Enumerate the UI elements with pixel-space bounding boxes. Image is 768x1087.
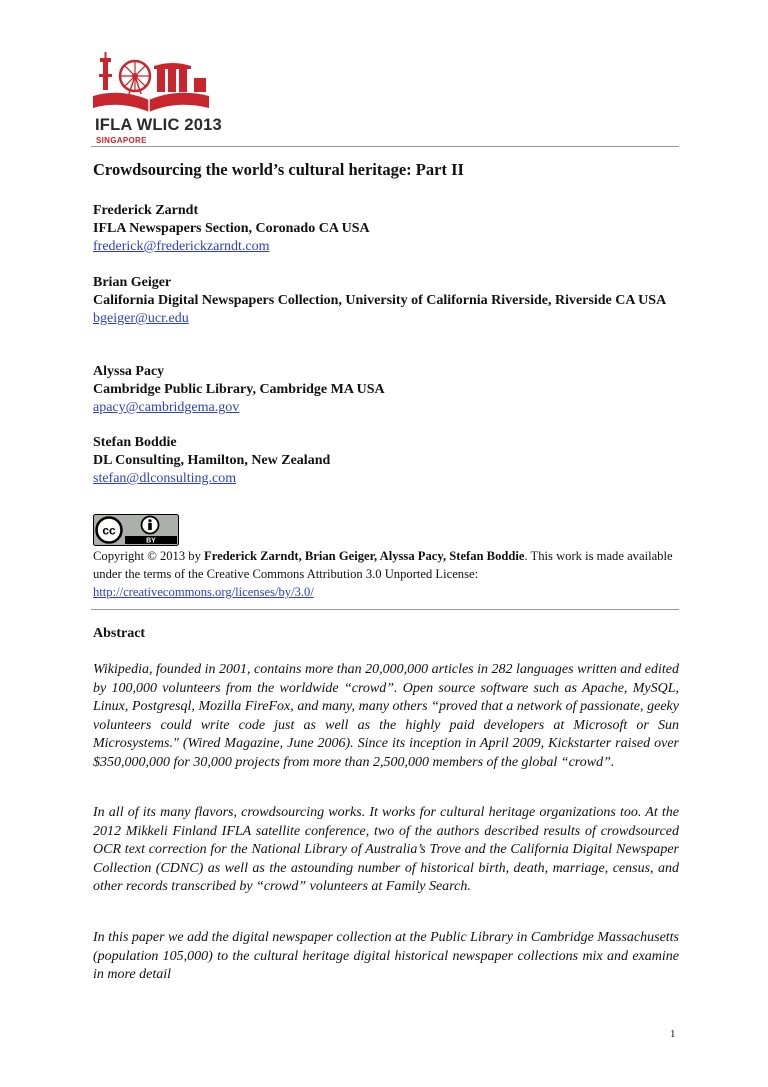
copyright-suffix: . This work is made available under the terms of the Creative Commons Attribution 3.0 Unported License: [93, 549, 673, 581]
singapore-skyline-icon [91, 52, 221, 118]
conference-city: SINGAPORE [96, 136, 147, 145]
author-block [93, 202, 679, 256]
copyright-prefix: Copyright © 2013 by [93, 549, 205, 563]
cc-mark: cc [102, 523, 116, 538]
author-block [93, 434, 679, 488]
author-affiliation: DL Consulting, Hamilton, New Zealand [93, 453, 331, 468]
license-url-link[interactable]: http://creativecommons.org/licenses/by/3.0/ [93, 585, 314, 599]
abstract-paragraph: In this paper we add the digital newspaper collection at the Public Library in Cambridge Massachusetts (population 105,000) to the cultural heritage digital historical newspaper collections mix and examine in more detail [93, 930, 680, 982]
ifla-wlic-logo [91, 52, 221, 150]
author-name: Alyssa Pacy [93, 364, 165, 379]
author-name: Frederick Zarndt [93, 203, 199, 218]
author-email-link[interactable]: bgeiger@ucr.edu [93, 311, 189, 326]
author-name: Stefan Boddie [93, 435, 177, 450]
author-affiliation: California Digital Newspapers Collection, University of California Riverside, Riverside CA USA [93, 293, 667, 308]
section-divider [91, 609, 679, 610]
abstract-paragraph: Wikipedia, founded in 2001, contains more than 20,000,000 articles in 282 languages written and edited by 100,000 volunteers from the worldwide “crowd”. Open source software such as Apache, MySQL, Linux, Postgresql, Mozilla FireFox, and many, many others “proved that a network of passionate, geeky volunteers could write code just as well as the highly paid developers at Microsoft or Sun Microsystems." (Wired Magazine, June 2006). Since its inception in April 2009, Kickstarter raised over $350,000,000 for 30,000 projects from more than 2,500,000 members of the global “crowd”. [93, 662, 679, 770]
page-number: 1 [670, 1028, 676, 1040]
abstract-paragraph: In all of its many flavors, crowdsourcing works. It works for cultural heritage organizations too. At the 2012 Mikkeli Finland IFLA satellite conference, two of the authors described results of crowdsourced OCR text correction for the National Library of Australia’s Trove and the California Digital Newspaper Collection (CDNC) as well as the astounding number of historical birth, death, marriage, census, and other records transcribed by “crowd” volunteers at Family Search. [93, 805, 679, 894]
author-email-link[interactable]: stefan@dlconsulting.com [93, 471, 237, 486]
author-block [93, 274, 679, 328]
author-affiliation: Cambridge Public Library, Cambridge MA USA [93, 382, 385, 397]
author-name: Brian Geiger [93, 275, 172, 290]
author-affiliation: IFLA Newspapers Section, Coronado CA USA [93, 221, 370, 236]
by-mark: BY [146, 537, 156, 545]
author-email-link[interactable]: frederick@frederickzarndt.com [93, 239, 270, 254]
abstract-heading: Abstract [93, 626, 146, 641]
cc-by-license-icon [93, 514, 179, 546]
paper-title: Crowdsourcing the world’s cultural heritage: Part II [93, 160, 464, 179]
copyright-notice [93, 547, 679, 601]
header-divider [91, 146, 679, 147]
copyright-holders: Frederick Zarndt, Brian Geiger, Alyssa Pacy, Stefan Boddie [204, 549, 525, 563]
author-block [93, 363, 679, 417]
conference-name: IFLA WLIC 2013 [95, 116, 222, 134]
author-email-link[interactable]: apacy@cambridgema.gov [93, 400, 240, 415]
